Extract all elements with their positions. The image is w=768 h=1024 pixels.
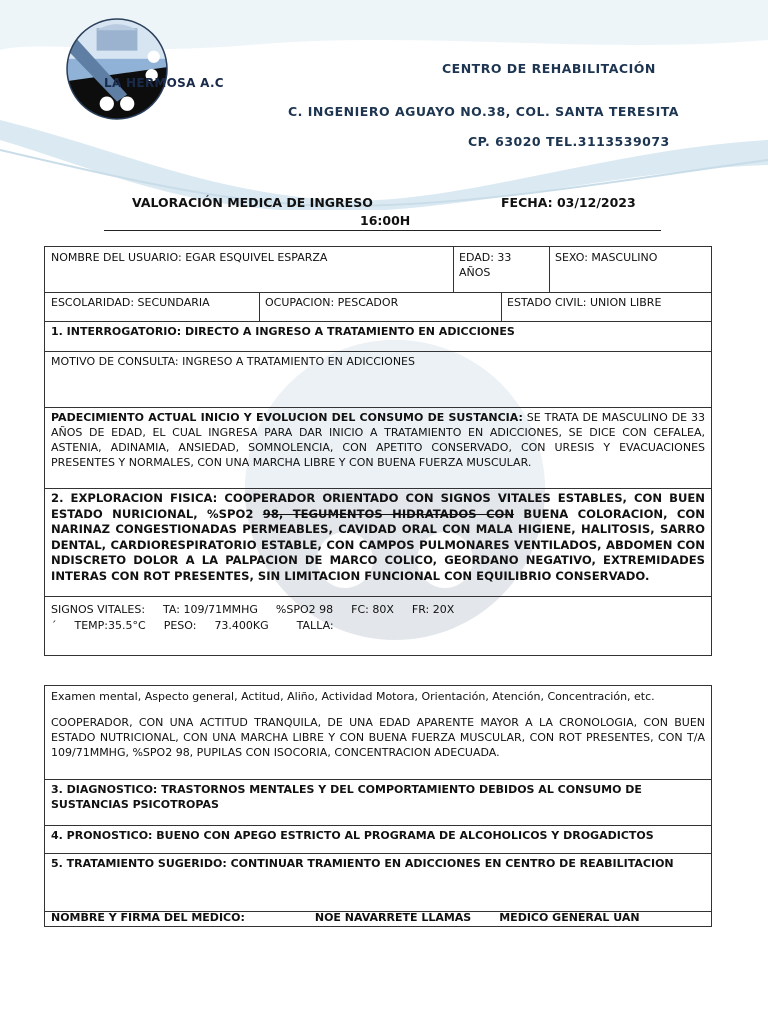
organization-logo (66, 18, 168, 120)
pronostico: 4. PRONOSTICO: BUENO CON APEGO ESTRICTO AL PROGRAMA DE ALCOHOLICOS Y DROGADICTOS (51, 829, 654, 842)
interrogatorio: 1. INTERROGATORIO: DIRECTO A INGRESO A TRATAMIENTO EN ADICCIONES (51, 325, 515, 338)
vitals-ta: TA: 109/71MMHG (163, 603, 258, 616)
patient-name: NOMBRE DEL USUARIO: EGAR ESQUIVEL ESPARZA (51, 251, 328, 264)
patient-occupation: OCUPACION: PESCADOR (265, 296, 399, 309)
patient-civil-status: ESTADO CIVIL: UNION LIBRE (507, 296, 662, 309)
center-address: C. INGENIERO AGUAYO NO.38, COL. SANTA TERESITA (288, 104, 679, 119)
vitals-fr: FR: 20X ´ (51, 603, 455, 632)
document-title: VALORACIÓN MEDICA DE INGRESO (132, 195, 373, 210)
exploracion-text-2: BUENA COLORACION, CON NARINAZ CONGESTIONADAS PERMEABLES, CAVIDAD ORAL CON MALA HIGIENE, HALITOSIS, SARRO DENTAL, CARDIORESPIRATORIO ESTABLE, CON CAMPOS PULMONARES VENTILADOS, ABDOMEN CON NDISCRETO DOLOR A LA PALPACION DE MARCO COLICO, GEORDANO NEGATIVO, EXTREMIDADES INTERAS CON ROT PRESENTES, SIN LIMITACION FUNCIONAL CON EQUILIBRIO CONSERVADO. (51, 506, 705, 583)
center-name: CENTRO DE REHABILITACIÓN (442, 61, 656, 76)
signos-vitales (45, 599, 711, 655)
vitals-talla: TALLA: (296, 619, 334, 632)
document-time: 16:00H (360, 213, 411, 228)
exploracion-fisica (45, 488, 711, 596)
vitals-fc: FC: 80X (351, 603, 394, 616)
tratamiento-sugerido: 5. TRATAMIENTO SUGERIDO: CONTINUAR TRAMIENTO EN ADICCIONES EN CENTRO DE REABILITACION (51, 857, 674, 870)
vitals-spo2: %SPO2 98 (275, 603, 334, 616)
motivo-consulta: MOTIVO DE CONSULTA: INGRESO A TRATAMIENTO EN ADICCIONES (51, 355, 415, 368)
vitals-peso-value: 73.400KG (214, 619, 269, 632)
firma-label: NOMBRE Y FIRMA DEL MEDICO: (51, 911, 245, 924)
document-date: FECHA: 03/12/2023 (501, 195, 636, 210)
firma-medico (45, 910, 711, 926)
padecimiento-text: SE TRATA DE MASCULINO DE 33 AÑOS DE EDAD, EL CUAL INGRESA PARA DAR INICIO A TRATAMIENTO EN ADICCIONES, SE DICE CON CEFALEA, ASTENIA, ADINAMIA, ANSIEDAD, SOMNOLENCIA, CON APETITO CONSERVADO, CON URESIS Y EVACUACIONES PRESENTES Y NORMALES, CON UNA MARCHA LIBRE Y CON BUENA FUERZA MUSCULAR. (51, 411, 706, 469)
exploracion-text-struck: 98, TEGUMENTOS HIDRATADOS CON (262, 506, 515, 521)
patient-age: EDAD: 33 AÑOS (459, 251, 512, 279)
diagnostico: 3. DIAGNOSTICO: TRASTORNOS MENTALES Y DEL COMPORTAMIENTO DEBIDOS AL CONSUMO DE SUSTANCIAS PSICOTROPAS (51, 783, 642, 811)
firma-doctor: NOE NAVARRETE LLAMAS (314, 911, 472, 924)
evaluation-table (44, 685, 712, 927)
patient-schooling: ESCOLARIDAD: SECUNDARIA (51, 296, 210, 309)
padecimiento-label: PADECIMIENTO ACTUAL INICIO Y EVOLUCION DEL CONSUMO DE SUSTANCIA: (51, 411, 523, 424)
title-underline (104, 230, 661, 231)
vitals-peso-label: PESO: (163, 619, 197, 632)
firma-role: MEDICO GENERAL UAN (499, 911, 640, 924)
vitals-temp: TEMP:35.5°C (74, 619, 146, 632)
vitals-label: SIGNOS VITALES: (51, 603, 146, 616)
center-postal-phone: CP. 63020 TEL.3113539073 (468, 134, 670, 149)
mental-exam-header: Examen mental, Aspecto general, Actitud, Aliño, Actividad Motora, Orientación, Atención, Concentración, etc. (51, 690, 655, 703)
patient-info-table (44, 246, 712, 656)
patient-sex: SEXO: MASCULINO (555, 251, 658, 264)
padecimiento-actual (45, 407, 711, 487)
exploracion-text-1: 2. EXPLORACION FISICA: COOPERADOR ORIENTADO CON SIGNOS VITALES ESTABLES, CON BUEN ESTADO NURICIONAL, %SPO2 (51, 491, 705, 521)
organization-name: LA HERMOSA A.C (104, 76, 224, 90)
mental-exam-text: COOPERADOR, CON UNA ACTITUD TRANQUILA, DE UNA EDAD APARENTE MAYOR A LA CRONOLOGIA, CON BUEN ESTADO NUTRICIONAL, CON UNA MARCHA LIBRE Y CON BUENA FUERZA MUSCULAR, CON ROT PRESENTES, CON T/A 109/71MMHG, %SPO2 98, PUPILAS CON ISOCORIA, CONCENTRACION ADECUADA. (51, 716, 705, 759)
